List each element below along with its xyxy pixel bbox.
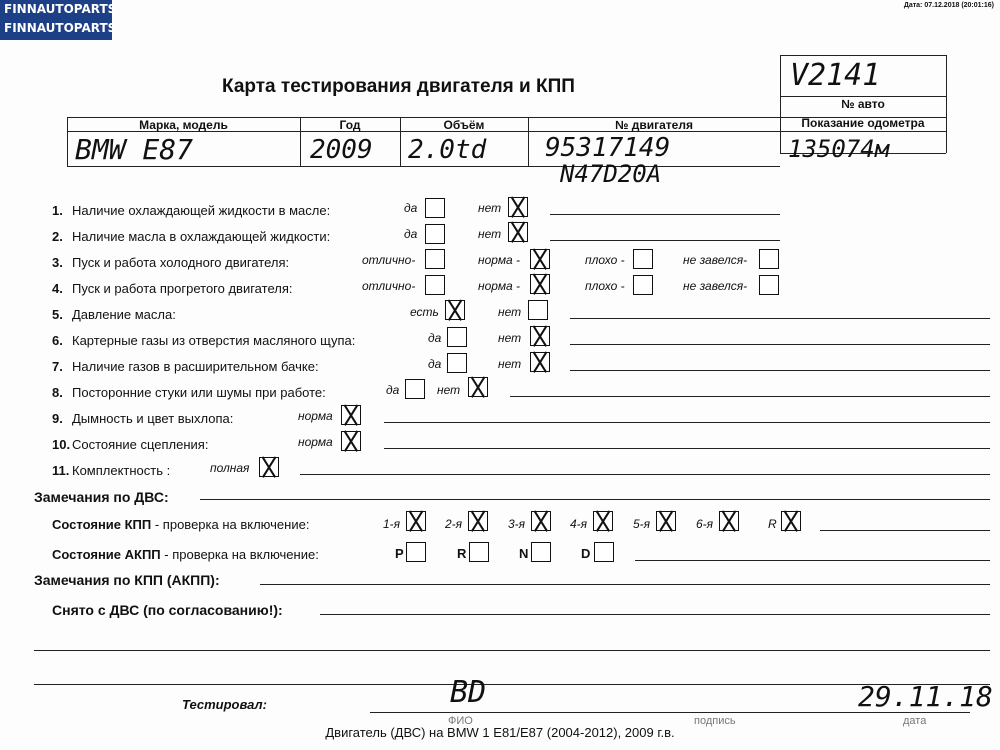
caption: Двигатель (ДВС) на BMW 1 E81/E87 (2004-2012), 2009 г.в.: [325, 725, 675, 740]
option-no-start: не завелся-: [683, 279, 748, 293]
col-odometer-header: Показание одометра: [801, 116, 925, 130]
site-logo: [0, 0, 117, 40]
col-engine-header: № двигателя: [615, 118, 693, 132]
item-number: 9.: [52, 411, 63, 426]
item-label: Давление масла:: [72, 307, 176, 322]
checkbox-no-start[interactable]: [759, 249, 779, 269]
checkbox-no-checked[interactable]: [530, 352, 550, 372]
checkbox-yes[interactable]: [447, 353, 467, 373]
mode-label: P: [395, 546, 404, 561]
date-stamp: Дата: 07.12.2018 (20:01:16): [903, 2, 994, 9]
option-yes: да: [404, 227, 418, 241]
signature: BD: [450, 675, 487, 710]
option-yes: да: [428, 331, 442, 345]
logo-line-2: FINNAUTOPARTS: [4, 21, 117, 35]
checkbox-bad[interactable]: [633, 249, 653, 269]
option-yes: да: [404, 201, 418, 215]
option-yes: да: [428, 357, 442, 371]
option-excellent: отлично-: [362, 253, 416, 267]
checkbox-complete-checked[interactable]: [259, 457, 279, 477]
gear-3-checkbox[interactable]: [531, 511, 551, 531]
option-no: нет: [478, 201, 502, 215]
item-number: 11.: [52, 463, 70, 478]
gear-1-checkbox[interactable]: [406, 511, 426, 531]
auto-number-label: № авто: [841, 97, 885, 111]
checkbox-yes[interactable]: [425, 198, 445, 218]
item-number: 10.: [52, 437, 71, 452]
col-year-header: Год: [339, 118, 361, 132]
remarks-engine-label: Замечания по ДВС:: [34, 489, 169, 505]
checkbox-no-checked[interactable]: [508, 197, 528, 217]
option-no: нет: [498, 357, 522, 371]
checkbox-no-checked[interactable]: [508, 222, 528, 242]
checkbox-present-checked[interactable]: [445, 300, 465, 320]
blank-line: [34, 684, 990, 685]
checkbox-yes[interactable]: [425, 224, 445, 244]
checkbox-no-checked[interactable]: [468, 377, 488, 397]
auto-number-value: V2141: [790, 58, 881, 93]
item-label: Посторонние стуки или шумы при работе:: [72, 385, 326, 400]
option-no: нет: [437, 383, 461, 397]
item-number: 2.: [52, 229, 63, 244]
checkbox-normal-checked[interactable]: [341, 431, 361, 451]
tested-by-label: Тестировал:: [182, 697, 267, 712]
item-number: 1.: [52, 203, 63, 218]
item-label: Дымность и цвет выхлопа:: [72, 411, 234, 426]
option-present: есть: [410, 305, 439, 319]
gear-5-checkbox[interactable]: [656, 511, 676, 531]
mode-label: N: [519, 546, 529, 561]
item-label: Комплектность :: [72, 463, 171, 478]
item-number: 5.: [52, 307, 63, 322]
date-label: дата: [903, 715, 927, 727]
akpp-row-label: [52, 547, 319, 562]
item-number: 7.: [52, 359, 63, 374]
option-complete: полная: [210, 461, 250, 475]
checkbox-no-start[interactable]: [759, 275, 779, 295]
mode-r-checkbox[interactable]: [469, 542, 489, 562]
option-normal: норма -: [478, 279, 521, 293]
gear-label: 6-я: [696, 517, 714, 531]
item-number: 8.: [52, 385, 63, 400]
kpp-label-rest: - проверка на включение:: [151, 517, 310, 532]
option-no: нет: [478, 227, 502, 241]
gear-label: 4-я: [570, 517, 588, 531]
item-label: Наличие масла в охлаждающей жидкости:: [72, 229, 331, 244]
date-value: 29.11.18: [858, 680, 993, 713]
option-normal: норма: [298, 435, 333, 449]
item-number: 6.: [52, 333, 63, 348]
page-title: Карта тестирования двигателя и КПП: [222, 76, 575, 97]
option-yes: да: [386, 383, 400, 397]
checkbox-normal-checked[interactable]: [530, 249, 550, 269]
item-label: Состояние сцепления:: [72, 437, 209, 452]
item-label: Картерные газы из отверстия масляного щупа:: [72, 333, 356, 348]
item-label: Пуск и работа прогретого двигателя:: [72, 281, 293, 296]
item-label: Наличие охлаждающей жидкости в масле:: [72, 203, 331, 218]
mode-p-checkbox[interactable]: [406, 542, 426, 562]
gear-6-checkbox[interactable]: [719, 511, 739, 531]
checkbox-yes[interactable]: [405, 379, 425, 399]
option-bad: плохо -: [585, 279, 625, 293]
blank-line: [34, 650, 990, 651]
option-normal: норма: [298, 409, 333, 423]
gear-label: 1-я: [383, 517, 401, 531]
option-no-start: не завелся-: [683, 253, 748, 267]
removed-label: Снято с ДВС (по согласованию!):: [52, 602, 283, 618]
logo-line-1: FINNAUTOPARTS: [4, 2, 117, 16]
mode-label: D: [581, 546, 591, 561]
engine-number-value: 95317149: [545, 133, 671, 163]
checkbox-no-checked[interactable]: [530, 326, 550, 346]
gear-label: 5-я: [633, 517, 651, 531]
option-normal: норма -: [478, 253, 521, 267]
gear-label: R: [768, 517, 777, 531]
kpp-label-bold: Состояние КПП: [52, 517, 152, 532]
akpp-label-bold: Состояние АКПП: [52, 547, 161, 562]
item-number: 4.: [52, 281, 63, 296]
col-model-header: Марка, модель: [139, 118, 228, 132]
option-no: нет: [498, 331, 522, 345]
volume-value: 2.0td: [408, 135, 487, 165]
gear-label: 2-я: [445, 517, 463, 531]
kpp-row-label: [52, 517, 309, 532]
gear-label: 3-я: [508, 517, 526, 531]
signature-label: подпись: [694, 715, 736, 727]
mode-n-checkbox[interactable]: [531, 542, 551, 562]
checkbox-normal-checked[interactable]: [530, 274, 550, 294]
checkbox-bad[interactable]: [633, 275, 653, 295]
item-number: 3.: [52, 255, 63, 270]
model-value: BMW E87: [75, 133, 194, 166]
akpp-label-rest: - проверка на включение:: [160, 547, 319, 562]
engine-code-value: N47D20A: [560, 160, 662, 188]
checkbox-yes[interactable]: [447, 327, 467, 347]
checkbox-absent[interactable]: [528, 300, 548, 320]
item-label: Наличие газов в расширительном бачке:: [72, 359, 319, 374]
mode-d-checkbox[interactable]: [594, 542, 614, 562]
col-volume-header: Объём: [443, 118, 485, 132]
year-value: 2009: [310, 135, 373, 165]
checkbox-normal-checked[interactable]: [341, 405, 361, 425]
gear-r-checkbox[interactable]: [781, 511, 801, 531]
option-absent: нет: [498, 305, 522, 319]
item-label: Пуск и работа холодного двигателя:: [72, 255, 290, 270]
option-bad: плохо -: [585, 253, 625, 267]
odometer-value: 135074м: [788, 135, 890, 163]
option-excellent: отлично-: [362, 279, 416, 293]
remarks-kpp-label: Замечания по КПП (АКПП):: [34, 572, 220, 588]
checkbox-excellent[interactable]: [425, 249, 445, 269]
mode-label: R: [457, 546, 467, 561]
gear-2-checkbox[interactable]: [468, 511, 488, 531]
fio-label: ФИО: [448, 715, 473, 727]
checkbox-excellent[interactable]: [425, 275, 445, 295]
gear-4-checkbox[interactable]: [593, 511, 613, 531]
